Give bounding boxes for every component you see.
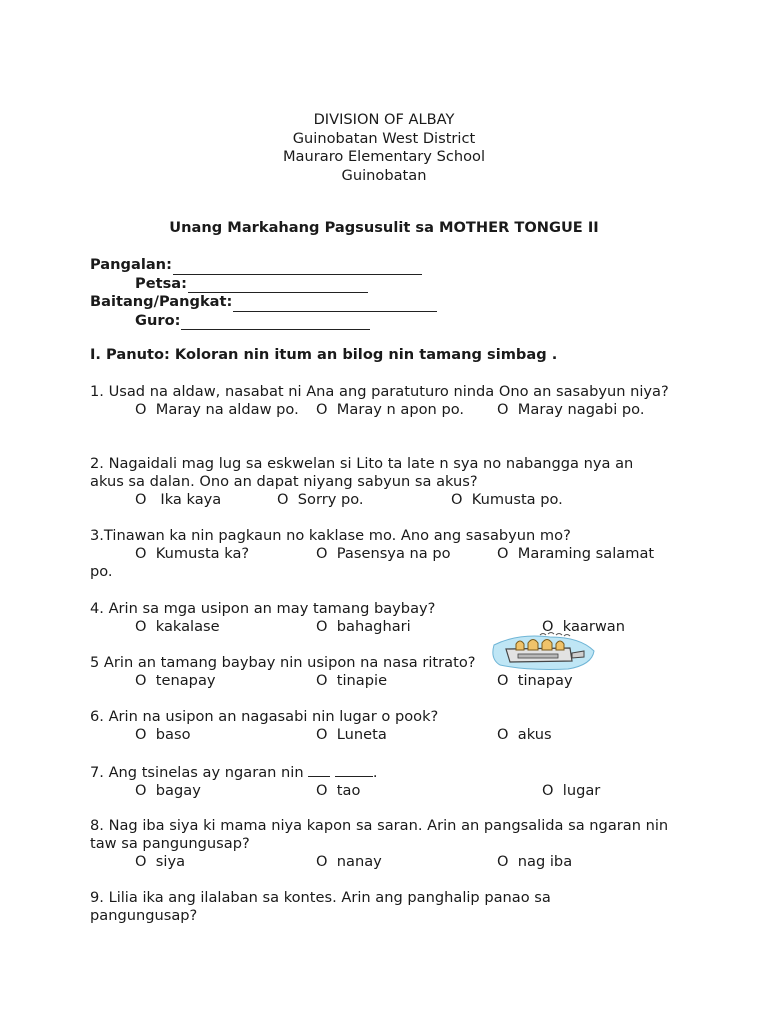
radio-circle-icon: O	[497, 545, 509, 562]
question-text: 4. Arin sa mga usipon an may tamang baybay?	[90, 600, 436, 617]
radio-circle-icon: O	[135, 782, 147, 799]
division-name: DIVISION OF ALBAY	[313, 111, 455, 128]
radio-circle-icon: O	[135, 618, 147, 635]
question-text: 9. Lilia ika ang ilalaban sa kontes. Arin ang panghalip panao sa pangungusap?	[90, 889, 551, 924]
option-b[interactable]: O Luneta	[316, 726, 387, 743]
question-text: 1. Usad na aldaw, nasabat ni Ana ang paratuturo ninda Ono an sasabyun niya?	[90, 383, 669, 400]
option-a[interactable]: O Maray na aldaw po.	[135, 401, 299, 418]
question-7	[90, 763, 680, 800]
option-c[interactable]: O Maraming salamat	[497, 545, 655, 562]
option-b[interactable]: O tao	[316, 782, 361, 799]
date-field	[90, 275, 437, 294]
option-a[interactable]: O siya	[135, 853, 186, 870]
grade-blank-line[interactable]	[233, 297, 437, 312]
option-row	[90, 782, 680, 800]
option-row	[90, 726, 680, 744]
student-info-fields	[90, 256, 437, 330]
question-text: 7. Ang tsinelas ay ngaran nin .	[90, 764, 378, 781]
radio-circle-icon: O	[451, 491, 463, 508]
option-row	[90, 401, 680, 419]
option-row	[90, 853, 680, 871]
option-c[interactable]: O lugar	[542, 782, 601, 799]
exam-title: Unang Markahang Pagsusulit sa MOTHER TONGUE II	[169, 219, 599, 236]
option-a[interactable]: O baso	[135, 726, 191, 743]
question-2	[90, 455, 660, 509]
grade-label: Baitang/Pangkat:	[90, 293, 233, 310]
name-label: Pangalan:	[90, 256, 172, 273]
option-c[interactable]: O Kumusta po.	[451, 491, 563, 508]
option-b[interactable]: O Maray n apon po.	[316, 401, 465, 418]
radio-circle-icon: O	[135, 491, 147, 508]
question-5	[90, 654, 680, 690]
option-c[interactable]: O Maray nagabi po.	[497, 401, 645, 418]
question-text: 3.Tinawan ka nin pagkaun no kaklase mo. Ano ang sasabyun mo?	[90, 527, 571, 544]
question-text: 2. Nagaidali mag lug sa eskwelan si Lito ta late n sya no nabangga nya an akus sa dalan. Ono an dapat niyang sabyun sa akus?	[90, 455, 634, 490]
option-continuation: po.	[90, 563, 113, 580]
option-b[interactable]: O tinapie	[316, 672, 388, 689]
option-b[interactable]: O Pasensya na po	[316, 545, 451, 562]
town-name: Guinobatan	[341, 166, 427, 184]
radio-circle-icon: O	[497, 672, 509, 689]
option-b[interactable]: O nanay	[316, 853, 382, 870]
radio-circle-icon: O	[542, 618, 554, 635]
option-a[interactable]: O kakalase	[135, 618, 220, 635]
question-6	[90, 708, 680, 744]
radio-circle-icon: O	[316, 726, 328, 743]
question-1	[90, 383, 680, 419]
date-blank-line[interactable]	[188, 278, 368, 293]
radio-circle-icon: O	[542, 782, 554, 799]
question-text: 5 Arin an tamang baybay nin usipon na nasa ritrato?	[90, 654, 476, 671]
teacher-blank-line[interactable]	[181, 315, 370, 330]
option-row	[90, 672, 680, 690]
answer-blank-1[interactable]	[308, 763, 330, 777]
school-header	[0, 111, 768, 185]
option-a[interactable]: O Kumusta ka?	[135, 545, 250, 562]
option-b[interactable]: O bahaghari	[316, 618, 411, 635]
radio-circle-icon: O	[316, 545, 328, 562]
option-c[interactable]: O akus	[497, 726, 552, 743]
district-name: Guinobatan West District	[292, 129, 476, 147]
radio-circle-icon: O	[316, 618, 328, 635]
radio-circle-icon: O	[135, 672, 147, 689]
option-c[interactable]: O tinapay	[497, 672, 573, 689]
grade-field	[90, 293, 437, 312]
school-name: Mauraro Elementary School	[282, 148, 486, 165]
radio-circle-icon: O	[316, 782, 328, 799]
option-c[interactable]: O nag iba	[497, 853, 573, 870]
option-b[interactable]: O Sorry po.	[277, 491, 364, 508]
radio-circle-icon: O	[497, 853, 509, 870]
teacher-label: Guro:	[135, 311, 181, 329]
name-blank-line[interactable]	[173, 260, 422, 275]
option-a[interactable]: O bagay	[135, 782, 201, 799]
question-3	[90, 527, 680, 581]
question-8	[90, 817, 680, 871]
radio-circle-icon: O	[135, 853, 147, 870]
radio-circle-icon: O	[316, 853, 328, 870]
radio-circle-icon: O	[277, 491, 289, 508]
option-row	[90, 545, 680, 563]
name-field	[90, 256, 437, 275]
radio-circle-icon: O	[135, 726, 147, 743]
question-text: 6. Arin na usipon an nagasabi nin lugar o pook?	[90, 708, 439, 725]
radio-circle-icon: O	[135, 545, 147, 562]
radio-circle-icon: O	[497, 726, 509, 743]
date-label: Petsa:	[135, 274, 187, 292]
option-a[interactable]: O tenapay	[135, 672, 216, 689]
option-a[interactable]: O Ika kaya	[135, 491, 222, 508]
radio-circle-icon: O	[316, 401, 328, 418]
radio-circle-icon: O	[497, 401, 509, 418]
radio-circle-icon: O	[316, 672, 328, 689]
radio-circle-icon: O	[135, 401, 147, 418]
question-text: 8. Nag iba siya ki mama niya kapon sa saran. Arin an pangsalida sa ngaran nin taw sa pangungusap?	[90, 817, 669, 852]
instruction-text: I. Panuto: Koloran nin itum an bilog nin tamang simbag .	[90, 346, 558, 363]
option-row	[90, 491, 660, 509]
question-9	[90, 889, 590, 925]
option-c[interactable]: O kaarwan	[542, 618, 625, 635]
answer-blank-2[interactable]	[335, 763, 373, 777]
teacher-field	[90, 312, 437, 331]
